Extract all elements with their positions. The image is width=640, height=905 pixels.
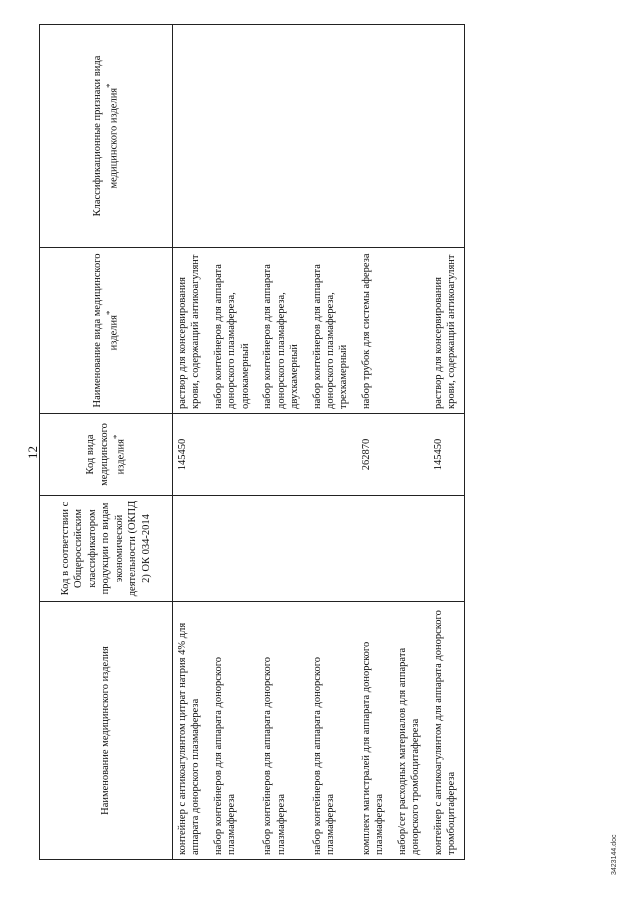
cell-type-code — [308, 414, 357, 496]
header-device-name: Наименование медицинского изделия — [40, 602, 173, 860]
footnote-mark: * — [110, 434, 121, 440]
table-row — [209, 25, 258, 860]
cell-type-code: 262870 — [357, 414, 393, 496]
cell-okpd-code — [308, 496, 357, 602]
cell-device-name: контейнер с антикоагулянтом для аппарата донорского тромбоцитафереза — [429, 602, 465, 860]
header-type-name: Наименование вида медицинского изделия* — [40, 248, 173, 414]
header-type-code: Код вида медицинского изделия* — [40, 414, 173, 496]
header-okpd-code: Код в соответствии с Общероссийским классификатором продукции по видам экономической деятельности (ОКПД 2) ОК 034-2014 — [40, 496, 173, 602]
cell-classification — [429, 25, 465, 248]
cell-okpd-code — [429, 496, 465, 602]
cell-classification — [258, 25, 307, 248]
footnote-mark: * — [104, 310, 115, 316]
cell-type-name: раствор для консервирования крови, содержащий антикоагулянт — [173, 248, 209, 414]
cell-classification — [173, 25, 209, 248]
cell-type-name: набор контейнеров для аппарата донорского плазмафереза, трехкамерный — [308, 248, 357, 414]
cell-type-name: набор контейнеров для аппарата донорского плазмафереза, двухкамерный — [258, 248, 307, 414]
cell-device-name: набор контейнеров для аппарата донорского плазмафереза — [209, 602, 258, 860]
cell-okpd-code — [357, 496, 393, 602]
cell-type-code — [393, 414, 429, 496]
table-row — [429, 25, 465, 860]
cell-device-name: контейнер с антикоагулянтом цитрат натрия 4% для аппарата донорского плазмафереза — [173, 602, 209, 860]
header-classification: Классификационные признаки вида медицинского изделия* — [40, 25, 173, 248]
table-row — [357, 25, 393, 860]
cell-type-code: 145450 — [429, 414, 465, 496]
cell-type-name: набор контейнеров для аппарата донорского плазмафереза, однокамерный — [209, 248, 258, 414]
cell-okpd-code — [258, 496, 307, 602]
cell-type-code — [209, 414, 258, 496]
cell-classification — [393, 25, 429, 248]
cell-device-name: набор контейнеров для аппарата донорского плазмафереза — [308, 602, 357, 860]
document-file-id: 3423144.doc — [611, 834, 618, 875]
cell-type-name — [393, 248, 429, 414]
cell-okpd-code — [173, 496, 209, 602]
cell-type-code — [258, 414, 307, 496]
table-header-row — [40, 25, 173, 860]
page-number: 12 — [25, 446, 40, 459]
cell-classification — [209, 25, 258, 248]
cell-type-name: набор трубок для системы афереза — [357, 248, 393, 414]
cell-okpd-code — [209, 496, 258, 602]
cell-type-code: 145450 — [173, 414, 209, 496]
medical-device-table — [39, 24, 465, 860]
cell-classification — [308, 25, 357, 248]
cell-device-name: набор контейнеров для аппарата донорского плазмафереза — [258, 602, 307, 860]
cell-type-name: раствор для консервирования крови, содержащий антикоагулянт — [429, 248, 465, 414]
cell-device-name: комплект магистралей для аппарата донорского плазмафереза — [357, 602, 393, 860]
document-page — [15, 20, 630, 885]
table-row — [308, 25, 357, 860]
table-row — [173, 25, 209, 860]
table-row — [258, 25, 307, 860]
footnote-mark: * — [104, 83, 115, 88]
table-row — [393, 25, 429, 860]
cell-device-name: набор/сет расходных материалов для аппарата донорского тромбоцитафереза — [393, 602, 429, 860]
cell-okpd-code — [393, 496, 429, 602]
cell-classification — [357, 25, 393, 248]
